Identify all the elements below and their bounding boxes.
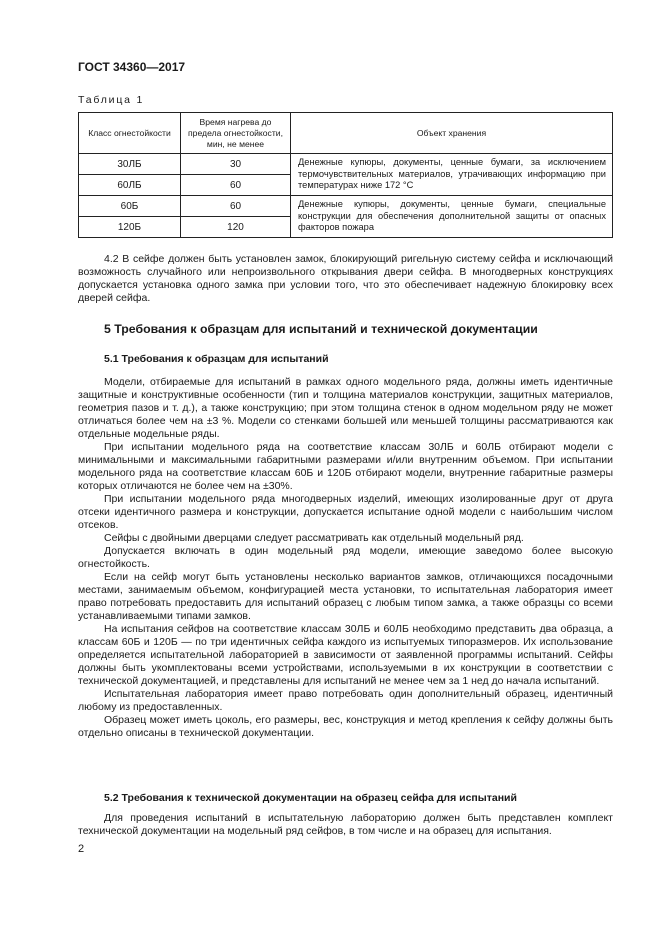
cell-storage-object: Денежные купюры, документы, ценные бумаги, за исключением термочувствительных материалов, утрачивающих информацию при температурах ниже 172 °С — [291, 154, 613, 196]
paragraph: Сейфы с двойными дверцами следует рассматривать как отдельный модельный ряд. — [104, 532, 524, 544]
document-header: ГОСТ 34360—2017 — [78, 60, 186, 74]
paragraph: Если на сейф могут быть установлены несколько вариантов замков, отличающихся посадочными местами, занимаемым объемом, конфигурацией места установки, то испытательная лаборатория имеет право потребовать предоставить для испытаний образец с любым типом замка, а также образцы со всеми устанавливаемыми типами замков. — [78, 571, 613, 622]
cell-time: 120 — [181, 217, 291, 238]
cell-class: 30ЛБ — [79, 154, 181, 175]
cell-class: 60Б — [79, 196, 181, 217]
table-row — [79, 196, 613, 217]
subsection-5-1-body — [78, 376, 613, 740]
cell-time: 30 — [181, 154, 291, 175]
cell-time: 60 — [181, 196, 291, 217]
column-header-time: Время нагрева до предела огнестойкости, мин, не менее — [181, 113, 291, 154]
paragraph: Для проведения испытаний в испытательную лабораторию должен быть представлен комплект технической документации на модельный ряд сейфов, в том числе и на образец для испытания. — [78, 812, 613, 837]
paragraph: Модели, отбираемые для испытаний в рамках одного модельного ряда, должны иметь идентичные защитные и конструктивные особенности (тип и толщина материалов конструкции, защитных материалов, геометрия пазов и т. д.), а также конструкцию; при этом толщина стенок в одном модельном ряду не может отличаться более чем на ±3 %. Модели со стенками большей или меньшей толщины рассматриваются как отдельные модельные ряды. — [78, 376, 613, 440]
subsection-5-1-title: 5.1 Требования к образцам для испытаний — [104, 353, 329, 365]
paragraph: При испытании модельного ряда многодверных изделий, имеющих изолированные друг от друга отсеки идентичного размера и конструкции, допускается испытание одной модели с наибольшим числом отсеков. — [78, 493, 613, 531]
cell-class: 120Б — [79, 217, 181, 238]
clause-4-2 — [78, 253, 613, 305]
paragraph: Испытательная лаборатория имеет право потребовать один дополнительный образец, идентичный любому из предоставленных. — [78, 688, 613, 713]
cell-time: 60 — [181, 175, 291, 196]
column-header-class: Класс огнестойкости — [79, 113, 181, 154]
fire-resistance-table — [78, 112, 613, 238]
cell-storage-object: Денежные купюры, документы, ценные бумаги, специальные конструкции для обеспечения дополнительной защиты от опасных факторов пожара — [291, 196, 613, 238]
subsection-5-2-body — [78, 812, 613, 838]
column-header-storage: Объект хранения — [291, 113, 613, 154]
paragraph: Допускается включать в один модельный ряд модели, имеющие заведомо более высокую огнестойкость. — [78, 545, 613, 570]
paragraph: При испытании модельного ряда на соответствие классам 30ЛБ и 60ЛБ отбирают модели с минимальными и максимальными габаритными размерами и/или внутренним объемом. При испытании модельного ряда на соответствие классам 60Б и 120Б отбирают модели, внутренние габаритные размеры которых отличаются не более чем на ±30%. — [78, 441, 613, 492]
section-5-title: 5 Требования к образцам для испытаний и технической документации — [104, 322, 538, 336]
subsection-5-2-title: 5.2 Требования к технической документации на образец сейфа для испытаний — [104, 792, 517, 804]
paragraph: Образец может иметь цоколь, его размеры, вес, конструкция и метод крепления к сейфу должны быть отдельно описаны в технической документации. — [78, 714, 613, 739]
table-header-row — [79, 113, 613, 154]
table-row — [79, 154, 613, 175]
cell-class: 60ЛБ — [79, 175, 181, 196]
table-caption: Таблица 1 — [78, 94, 145, 106]
paragraph: 4.2 В сейфе должен быть установлен замок, блокирующий ригельную систему сейфа и исключающий возможность случайного или непроизвольного открывания двери сейфа. В многодверных конструкциях допускается установка одного замка при условии того, что это обеспечивает надежную блокировку всех дверей сейфа. — [78, 253, 613, 304]
page-number: 2 — [78, 843, 85, 855]
paragraph: На испытания сейфов на соответствие классам 30ЛБ и 60ЛБ необходимо представить два образца, а классам 60Б и 120Б — по три идентичных сейфа каждого из испытуемых типоразмеров. Их использование определяется испытательной лабораторией в зависимости от заявленной программы испытаний. Сейфы должны быть укомплектованы всеми устройствами, используемыми в их конструкции в соответствии с технической документацией, и представлены для испытаний не менее чем за 1 нед до начала испытаний. — [78, 623, 613, 687]
